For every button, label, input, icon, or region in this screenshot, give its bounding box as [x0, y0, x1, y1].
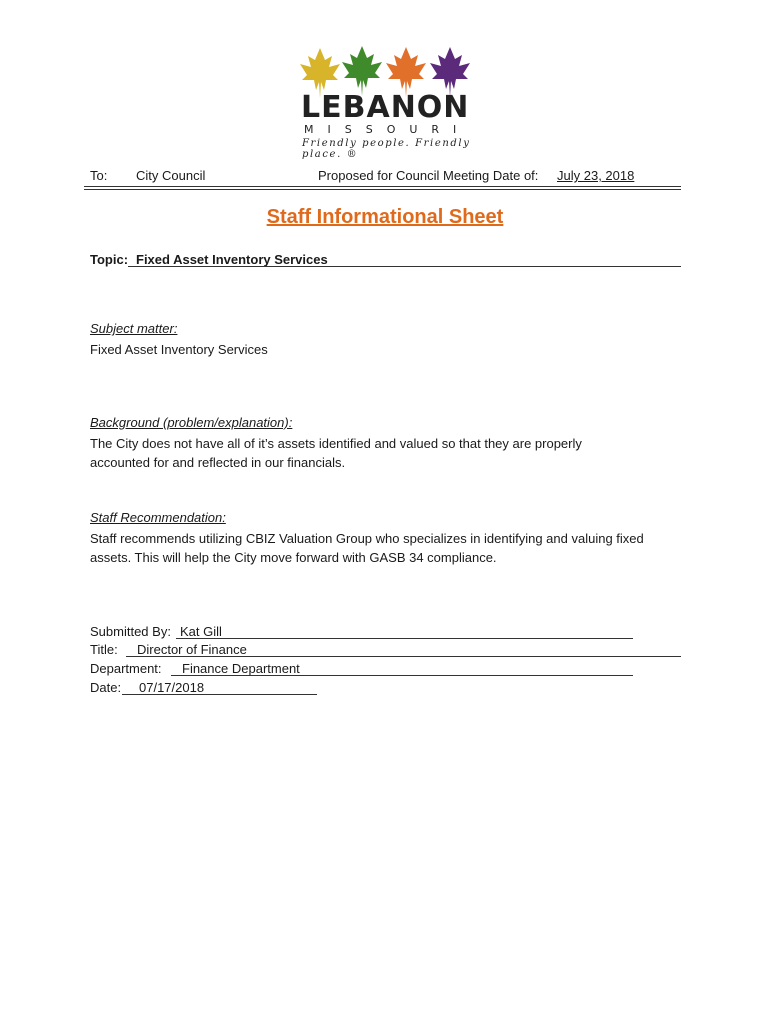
background-text-line1: The City does not have all of it’s assets identified and valued so that they are properly: [90, 436, 582, 451]
recommendation-text-line1: Staff recommends utilizing CBIZ Valuation Group who specializes in identifying and valuing fixed: [90, 531, 644, 546]
department-label: Department:: [90, 661, 162, 676]
meeting-date-value: July 23, 2018: [557, 168, 635, 183]
date-value: 07/17/2018: [139, 680, 205, 695]
submitted-by-line: [176, 638, 633, 639]
recommendation-text-line2: assets. This will help the City move forward with GASB 34 compliance.: [90, 550, 497, 565]
background-text-line2: accounted for and reflected in our financials.: [90, 455, 346, 470]
topic-label: Topic:: [90, 252, 129, 267]
logo-state-name: MISSOURI: [304, 123, 471, 136]
logo-wordmark: LEBANON: [301, 90, 470, 125]
lebanon-logo: [290, 44, 490, 160]
submitted-by-value: Kat Gill: [180, 624, 222, 639]
topic-value: Fixed Asset Inventory Services: [136, 252, 328, 267]
submitted-by-label: Submitted By:: [90, 624, 171, 639]
to-value: City Council: [136, 168, 206, 183]
header-divider: [84, 186, 681, 187]
title-value: Director of Finance: [137, 642, 247, 657]
date-line: [122, 694, 317, 695]
date-label: Date:: [90, 680, 122, 695]
recommendation-heading: Staff Recommendation:: [90, 510, 226, 525]
subject-heading: Subject matter:: [90, 321, 178, 336]
topic-underline: [128, 266, 681, 267]
department-line: [171, 675, 633, 676]
background-heading: Background (problem/explanation):: [90, 415, 293, 430]
meeting-date-label: Proposed for Council Meeting Date of:: [318, 168, 539, 183]
logo-tagline: Friendly people. Friendly place. ®: [302, 138, 471, 160]
title-label: Title:: [90, 642, 118, 657]
to-label: To:: [90, 168, 108, 183]
subject-text: Fixed Asset Inventory Services: [90, 342, 268, 357]
header-divider-double: [84, 189, 681, 190]
department-value: Finance Department: [182, 661, 300, 676]
page-title: Staff Informational Sheet: [266, 206, 504, 228]
title-line: [126, 656, 681, 657]
